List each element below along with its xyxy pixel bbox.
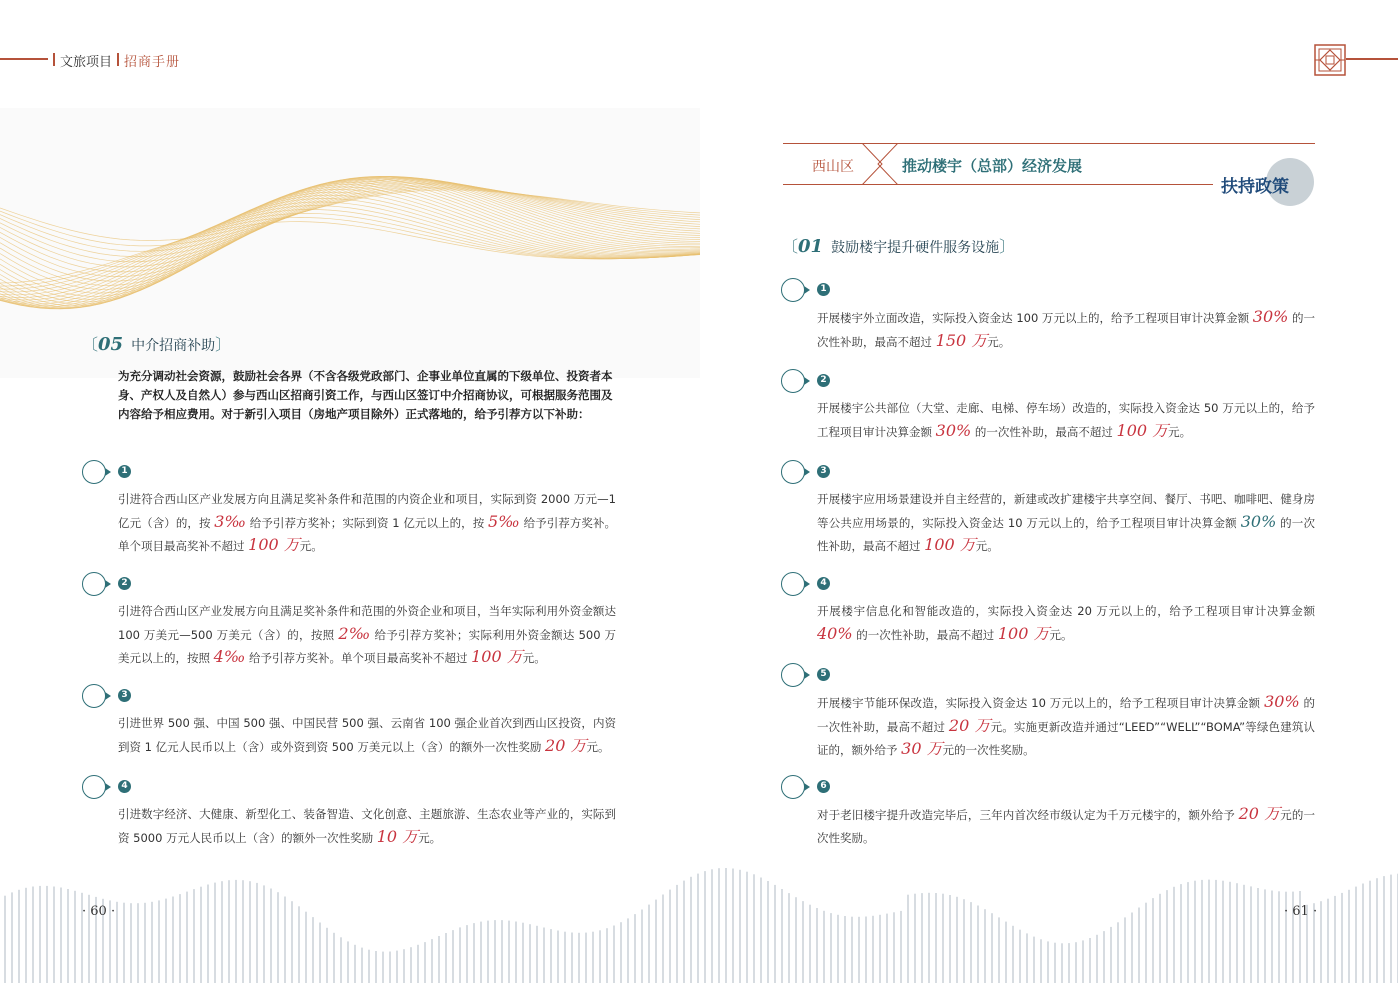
deco-bar [130, 903, 132, 983]
item-number-badge: 4 [118, 780, 131, 793]
item-number-badge: 1 [817, 283, 830, 296]
deco-bar [1096, 935, 1098, 983]
deco-bar [585, 933, 587, 983]
deco-bar [1236, 883, 1238, 983]
item-text-run: 元的一次性奖励。 [817, 808, 1316, 845]
deco-bar [179, 894, 181, 983]
item-text-run: 元。 [586, 739, 610, 754]
deco-bar [487, 921, 489, 983]
deco-bar [466, 925, 468, 983]
deco-bar [1376, 878, 1378, 983]
bar-decoration [0, 850, 1398, 983]
deco-bar [578, 933, 580, 983]
deco-bar [1243, 885, 1245, 983]
item-arrow-icon [804, 377, 810, 385]
deco-bar [837, 915, 839, 983]
deco-bar [802, 901, 804, 983]
deco-bar [53, 887, 55, 983]
deco-bar [1271, 891, 1273, 983]
deco-bar [403, 949, 405, 983]
deco-bar [1348, 890, 1350, 983]
deco-bar [256, 883, 258, 983]
band-chevron-icon [860, 143, 900, 185]
deco-bar [886, 914, 888, 983]
item-text-run: 元。 [1168, 424, 1192, 439]
deco-bar [1250, 886, 1252, 983]
deco-bar [879, 915, 881, 983]
deco-bar [186, 892, 188, 983]
deco-bar [1390, 875, 1392, 983]
item-text-run: 元。 [522, 651, 546, 665]
item-arrow-icon [804, 783, 810, 791]
deco-bar [508, 921, 510, 983]
deco-bar [816, 908, 818, 983]
highlight-value: 100 万 [1116, 420, 1169, 440]
deco-bar [648, 905, 650, 983]
deco-bar [151, 902, 153, 983]
band-rule-bottom [783, 184, 1213, 185]
deco-bar [480, 922, 482, 983]
item-text-run: 元。 [299, 539, 323, 553]
deco-bar [956, 897, 958, 983]
highlight-value: 30 万 [901, 739, 943, 758]
deco-bar [361, 948, 363, 983]
item-text-run: 引进符合西山区产业发展方向且满足奖补条件和范围的内资企业和项目，实际到资 2000 万元—1 亿元（含）的，按 [118, 492, 616, 530]
deco-bar [1194, 881, 1196, 983]
deco-bar [1012, 926, 1014, 983]
item-marker-circle [82, 460, 106, 484]
deco-bar [382, 952, 384, 983]
item-text-run: 的一次性补助，最高不超过 [817, 696, 1315, 734]
deco-bar [781, 889, 783, 983]
deco-bar [788, 893, 790, 983]
item-text [817, 306, 1315, 353]
item-arrow-icon [804, 286, 810, 294]
deco-bar [1061, 943, 1063, 983]
deco-bar [1131, 913, 1133, 983]
deco-bar [732, 869, 734, 983]
item-text [118, 488, 616, 558]
deco-bar [690, 877, 692, 983]
item-text-run: 给予引荐方奖补；实际利用外资金额达 500 万美元以上的，按照 [118, 627, 616, 665]
band-title: 推动楼宇（总部）经济发展 [902, 157, 1083, 175]
item-text [817, 488, 1315, 558]
deco-bar [1215, 880, 1217, 983]
deco-bar [1110, 927, 1112, 983]
deco-bar [872, 916, 874, 983]
deco-bar [711, 869, 713, 983]
item-text [817, 803, 1315, 849]
deco-bar [46, 886, 48, 983]
item-text-run: 给予引荐方奖补；实际到资 1 亿元以上的，按 [246, 515, 489, 530]
item-marker-circle [82, 775, 106, 799]
deco-bar [893, 912, 895, 983]
deco-bar [1180, 884, 1182, 983]
header-divider [117, 53, 119, 66]
deco-bar [662, 895, 664, 983]
item-marker-circle [781, 663, 805, 687]
deco-bar [11, 892, 13, 983]
deco-bar [865, 917, 867, 983]
deco-bar [221, 881, 223, 983]
deco-bar [1187, 882, 1189, 983]
deco-bar [32, 887, 34, 983]
item-text [817, 691, 1315, 762]
item-arrow-icon [105, 468, 111, 476]
highlight-value: 40% [817, 623, 853, 643]
deco-bar [963, 899, 965, 983]
deco-bar [928, 893, 930, 983]
deco-bar [340, 937, 342, 983]
item-arrow-icon [804, 671, 810, 679]
deco-bar [214, 883, 216, 983]
deco-bar [564, 932, 566, 983]
highlight-value: 30% [935, 420, 972, 440]
deco-bar [1334, 896, 1336, 983]
item-marker-circle [82, 572, 106, 596]
lattice-logo-icon [1314, 44, 1346, 76]
deco-bar [830, 913, 832, 983]
deco-bar [1124, 917, 1126, 983]
deco-bar [900, 911, 902, 983]
item-text [817, 600, 1315, 646]
deco-bar [704, 871, 706, 983]
deco-bar [1362, 884, 1364, 983]
deco-bar [123, 903, 125, 983]
deco-bar [767, 881, 769, 983]
deco-bar [445, 933, 447, 983]
item-marker-circle [82, 684, 106, 708]
deco-bar [1082, 940, 1084, 983]
deco-bar [627, 918, 629, 983]
item-text [118, 600, 616, 670]
item-text-run: 的一次性补助，最高不超过 [817, 515, 1315, 553]
deco-bar [277, 892, 279, 983]
deco-bar [452, 930, 454, 983]
deco-bar [116, 902, 118, 983]
deco-bar [494, 920, 496, 983]
item-arrow-icon [105, 692, 111, 700]
deco-bar [1068, 943, 1070, 983]
deco-bar [431, 939, 433, 983]
item-text-run: 开展楼宇外立面改造，实际投入资金达 100 万元以上的，给予工程项目审计决算金额 [817, 311, 1253, 325]
deco-bar [1229, 882, 1231, 983]
deco-bar [39, 886, 41, 983]
item-arrow-icon [105, 783, 111, 791]
deco-bar [347, 941, 349, 983]
deco-bar [1341, 893, 1343, 983]
deco-bar [949, 895, 951, 983]
deco-bar [1257, 888, 1259, 983]
highlight-value: 100 万 [924, 535, 976, 554]
item-text-run: 元。 [987, 334, 1011, 349]
deco-bar [389, 952, 391, 983]
deco-bar [1166, 890, 1168, 983]
deco-bar [613, 926, 615, 983]
deco-bar [1369, 881, 1371, 983]
item-number-badge: 3 [118, 689, 131, 702]
deco-bar [529, 924, 531, 983]
item-text-run: 给予引荐方奖补。单个项目最高奖补不超过 [118, 515, 617, 553]
deco-bar [1075, 942, 1077, 983]
highlight-value: 4‰ [213, 647, 246, 666]
deco-bar [1152, 898, 1154, 983]
deco-bar [473, 923, 475, 983]
deco-bar [1222, 881, 1224, 983]
highlight-value: 100 万 [997, 623, 1050, 643]
band-policy: 扶持政策 [1221, 177, 1289, 197]
deco-bar [921, 893, 923, 983]
deco-bar [809, 905, 811, 983]
item-text-run: 开展楼宇信息化和智能改造的，实际投入资金达 20 万元以上的，给予工程项目审计决算金额 [817, 604, 1315, 618]
item-text-run: 元。实施更新改造并通过“LEED”“WELL”“BOMA”等绿色建筑认证的，额外给予 [817, 719, 1315, 757]
item-text-run: 元。 [975, 539, 999, 553]
header-rule-right [1346, 58, 1398, 60]
item-number-badge: 5 [817, 668, 830, 681]
deco-bar [375, 951, 377, 983]
item-text-run: 引进数字经济、大健康、新型化工、装备智造、文化创意、主题旅游、生态农业等产业的，实际到资 5000 万元人民币以上（含）的额外一次性奖励 [118, 807, 616, 845]
highlight-value: 150 万 [935, 330, 988, 350]
highlight-value: 20 万 [545, 735, 587, 755]
deco-bar [501, 920, 503, 983]
highlight-value: 3‰ [214, 511, 247, 531]
deco-bar [669, 890, 671, 983]
deco-bar [249, 881, 251, 983]
deco-bar [599, 930, 601, 983]
deco-bar [984, 909, 986, 983]
item-number-badge: 2 [817, 374, 830, 387]
deco-bar [914, 894, 916, 983]
deco-bar [1089, 938, 1091, 983]
deco-bar [305, 912, 307, 983]
deco-bar [1159, 894, 1161, 983]
item-marker-circle [781, 278, 805, 302]
item-text-run: 开展楼宇应用场景建设并自主经营的，新建或改扩建楼宇共享空间、餐厅、书吧、咖啡吧、健身房等公共应用场景的，实际投入资金达 10 万元以上的，给予工程项目审计决算金额 [817, 492, 1315, 530]
deco-bar [606, 928, 608, 983]
section-heading-01: 〔01 鼓励楼宇提升硬件服务设施〕 [782, 236, 1016, 257]
item-text-run: 的一次性补助，最高不超过 [852, 627, 998, 642]
deco-bar [172, 897, 174, 983]
deco-bar [725, 868, 727, 983]
item-text-run: 引进符合西山区产业发展方向且满足奖补条件和范围的外资企业和项目，当年实际利用外资金额达 100 万美元—500 万美元（含）的，按照 [118, 604, 616, 642]
deco-bar [25, 888, 27, 983]
item-text-run: 的一次性补助，最高不超过 [971, 424, 1117, 439]
deco-bar [410, 947, 412, 983]
deco-bar [550, 929, 552, 983]
item-text-run: 的一次性补助，最高不超过 [817, 311, 1316, 349]
deco-bar [67, 889, 69, 983]
deco-bar [641, 910, 643, 983]
highlight-value: 30% [1264, 692, 1300, 711]
page-number-right: · 61 · [1284, 904, 1318, 919]
intro-paragraph: 为充分调动社会资源，鼓励社会各界（不含各级党政部门、企事业单位直属的下级单位、投资者本身、产权人及自然人）参与西山区招商引资工作，与西山区签订中介招商协议，可根据服务范围及内容给予相应费用。对于新引入项目（房地产项目除外）正式落地的，给予引荐方以下补助： [118, 369, 613, 421]
deco-bar [235, 880, 237, 983]
deco-bar [557, 931, 559, 983]
deco-bar [312, 917, 314, 983]
deco-bar [1054, 943, 1056, 983]
deco-bar [942, 894, 944, 983]
deco-bar [74, 891, 76, 983]
deco-bar [354, 945, 356, 983]
item-number-badge: 6 [817, 780, 830, 793]
item-text-run: 给予引荐方奖补。单个项目最高奖补不超过 [245, 651, 472, 665]
item-text [118, 803, 616, 849]
deco-bar [1047, 941, 1049, 983]
deco-bar [620, 922, 622, 983]
deco-bar [1145, 903, 1147, 983]
deco-bar [1320, 901, 1322, 983]
page-number-left: · 60 · [82, 904, 116, 919]
deco-bar [298, 906, 300, 983]
deco-bar [522, 923, 524, 983]
deco-bar [319, 923, 321, 983]
deco-bar [263, 885, 265, 983]
section-heading-05: 〔05 中介招商补助〕 [82, 334, 232, 355]
deco-bar [676, 885, 678, 983]
highlight-value: 100 万 [248, 535, 300, 554]
deco-bar [333, 933, 335, 983]
item-number-badge: 3 [817, 465, 830, 478]
deco-bar [998, 917, 1000, 983]
item-marker-circle [781, 369, 805, 393]
deco-bar [977, 906, 979, 983]
item-text [118, 712, 616, 758]
highlight-value: 5‰ [488, 511, 520, 531]
item-number-badge: 4 [817, 577, 830, 590]
deco-bar [137, 903, 139, 983]
deco-bar [858, 917, 860, 983]
highlight-value: 20 万 [1238, 804, 1281, 823]
deco-bar [1383, 876, 1385, 983]
highlight-value: 20 万 [948, 715, 991, 735]
header-subtitle: 招商手册 [124, 55, 181, 70]
deco-bar [844, 916, 846, 983]
deco-bar [1040, 939, 1042, 983]
item-text-run: 开展楼宇公共部位（大堂、走廊、电梯、停车场）改造的，实际投入资金达 50 万元以上的，给予工程项目审计决算金额 [817, 401, 1315, 439]
deco-bar [438, 936, 440, 983]
deco-bar [4, 896, 6, 983]
deco-bar [592, 932, 594, 983]
deco-bar [284, 897, 286, 983]
deco-bar [543, 928, 545, 983]
deco-bar [368, 950, 370, 983]
deco-bar [991, 913, 993, 983]
deco-bar [1117, 922, 1119, 983]
item-text [817, 397, 1315, 443]
deco-bar [753, 874, 755, 983]
item-arrow-icon [804, 580, 810, 588]
deco-bar [270, 889, 272, 983]
deco-bar [1033, 937, 1035, 983]
item-number-badge: 1 [118, 465, 131, 478]
deco-bar [1327, 899, 1329, 983]
deco-bar [1278, 891, 1280, 983]
header-divider [53, 53, 55, 66]
deco-bar [158, 900, 160, 983]
highlight-value: 100 万 [471, 647, 523, 666]
deco-bar [200, 887, 202, 983]
deco-bar [935, 893, 937, 983]
deco-bar [795, 897, 797, 983]
deco-bar [907, 895, 909, 983]
deco-bar [718, 868, 720, 983]
header-rule-left [0, 58, 48, 60]
highlight-value: 10 万 [376, 826, 419, 846]
deco-bar [739, 870, 741, 983]
item-text-run: 元。 [1049, 627, 1073, 642]
deco-bar [515, 922, 517, 983]
deco-bar [417, 945, 419, 983]
deco-bar [1355, 887, 1357, 983]
deco-bar [1019, 930, 1021, 983]
deco-bar [207, 885, 209, 983]
highlight-value: 2‰ [338, 623, 371, 643]
deco-bar [326, 928, 328, 983]
deco-bar [774, 885, 776, 983]
deco-bar [571, 933, 573, 983]
item-text-run: 引进世界 500 强、中国 500 强、中国民营 500 强、云南省 100 强企业首次到西山区投资，内资到资 1 亿元人民币以上（含）或外资到资 500 万美元以上（含）的额外一次性奖励 [118, 716, 616, 754]
deco-bar [1026, 933, 1028, 983]
item-arrow-icon [804, 468, 810, 476]
item-text-run: 开展楼宇节能环保改造，实际投入资金达 10 万元以上的，给予工程项目审计决算金额 [817, 696, 1265, 710]
header-title: 文旅项目 [60, 55, 113, 70]
band-district: 西山区 [812, 159, 854, 175]
deco-bar [851, 917, 853, 983]
deco-bar [396, 951, 398, 983]
deco-bar [655, 900, 657, 983]
deco-bar [424, 942, 426, 983]
deco-bar [18, 890, 20, 983]
deco-bar [60, 888, 62, 983]
highlight-value: 30% [1240, 511, 1277, 531]
deco-bar [1138, 908, 1140, 983]
deco-bar [746, 872, 748, 983]
deco-bar [1264, 889, 1266, 983]
item-marker-circle [781, 460, 805, 484]
deco-bar [242, 880, 244, 983]
deco-bar [1201, 880, 1203, 983]
deco-bar [1208, 880, 1210, 983]
deco-bar [1173, 887, 1175, 983]
item-number-badge: 2 [118, 577, 131, 590]
item-text-run: 对于老旧楼宇提升改造完毕后，三年内首次经市级认定为千万元楼宇的，额外给予 [817, 808, 1239, 822]
deco-bar [1005, 922, 1007, 983]
deco-bar [970, 902, 972, 983]
item-text-run: 元的一次性奖励。 [942, 743, 1035, 757]
deco-bar [697, 874, 699, 983]
deco-bar [291, 901, 293, 983]
deco-bar [760, 878, 762, 983]
deco-bar [536, 926, 538, 983]
highlight-value: 30% [1252, 307, 1289, 326]
deco-bar [193, 889, 195, 983]
deco-bar [1103, 931, 1105, 983]
deco-bar [634, 914, 636, 983]
item-marker-circle [781, 572, 805, 596]
deco-bar [165, 899, 167, 983]
deco-bar [823, 911, 825, 983]
deco-bar [459, 927, 461, 983]
deco-bar [228, 880, 230, 983]
deco-bar [683, 881, 685, 983]
item-text-run: 元。 [418, 830, 442, 845]
item-marker-circle [781, 775, 805, 799]
item-arrow-icon [105, 580, 111, 588]
deco-bar [144, 903, 146, 983]
